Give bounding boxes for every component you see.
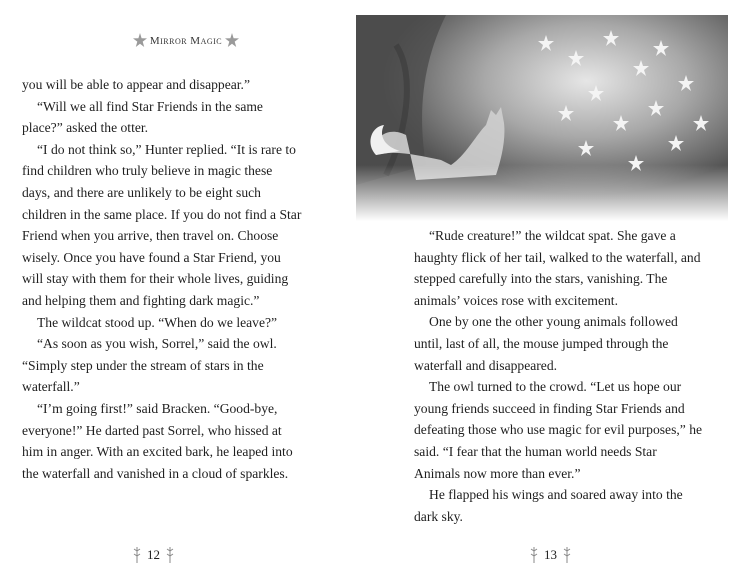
page-number-right: [530, 547, 571, 563]
running-head-title: Mirror Magic: [149, 35, 223, 48]
running-head: [0, 33, 372, 50]
paragraph: “Will we all find Star Friends in the same place?” asked the otter.: [22, 98, 263, 136]
paragraph: “As soon as you wish, Sorrel,” said the owl. “Simply step under the stream of stars in the waterfall.”: [22, 336, 277, 395]
paragraph: One by one the other young animals followed until, last of all, the mouse jumped through the waterfall and disappeared.: [414, 314, 678, 373]
sprig-ornament-icon: [133, 547, 141, 563]
star-ornament-icon: [133, 33, 147, 50]
right-page-text: [414, 225, 704, 527]
fox-under-starry-waterfall-illustration: [356, 15, 728, 221]
paragraph: you will be able to appear and disappear.”: [22, 77, 250, 92]
paragraph: “I’m going first!” said Bracken. “Good-bye, everyone!” He darted past Sorrel, who hissed at him in anger. With an excited bark, he leaped into the waterfall and vanished in a cloud of sparkles.: [22, 400, 293, 481]
star-ornament-icon: [225, 33, 239, 50]
paragraph: The wildcat stood up. “When do we leave?”: [37, 314, 278, 330]
page-number: 13: [544, 547, 557, 562]
paragraph: The owl turned to the crowd. “Let us hope our young friends succeed in finding Star Friends and defeating those who use magic for evil purposes,” he said. “I fear that the human world needs Star Animals now more than ever.”: [414, 379, 703, 481]
page-number: 12: [147, 547, 160, 562]
paragraph: “I do not think so,” Hunter replied. “It is rare to find children who truly believe in magic these days, and there are unlikely to be eight such children in the same place. If you do not find a Star Friend when you arrive, then travel on. Choose wisely. Once you have found a Star Friend, you will stay with them for their whole lives, guiding and helping them and fighting dark magic.”: [22, 141, 302, 308]
page-number-left: [133, 547, 174, 563]
paragraph: He flapped his wings and soared away into the dark sky.: [414, 487, 683, 524]
left-page-text: [22, 74, 302, 484]
sprig-ornament-icon: [166, 547, 174, 563]
paragraph: “Rude creature!” the wildcat spat. She gave a haughty flick of her tail, walked to the waterfall, and stepped carefully into the stars, vanishing. The animals’ voices rose with excitement.: [414, 228, 701, 308]
sprig-ornament-icon: [530, 547, 538, 563]
sprig-ornament-icon: [563, 547, 571, 563]
